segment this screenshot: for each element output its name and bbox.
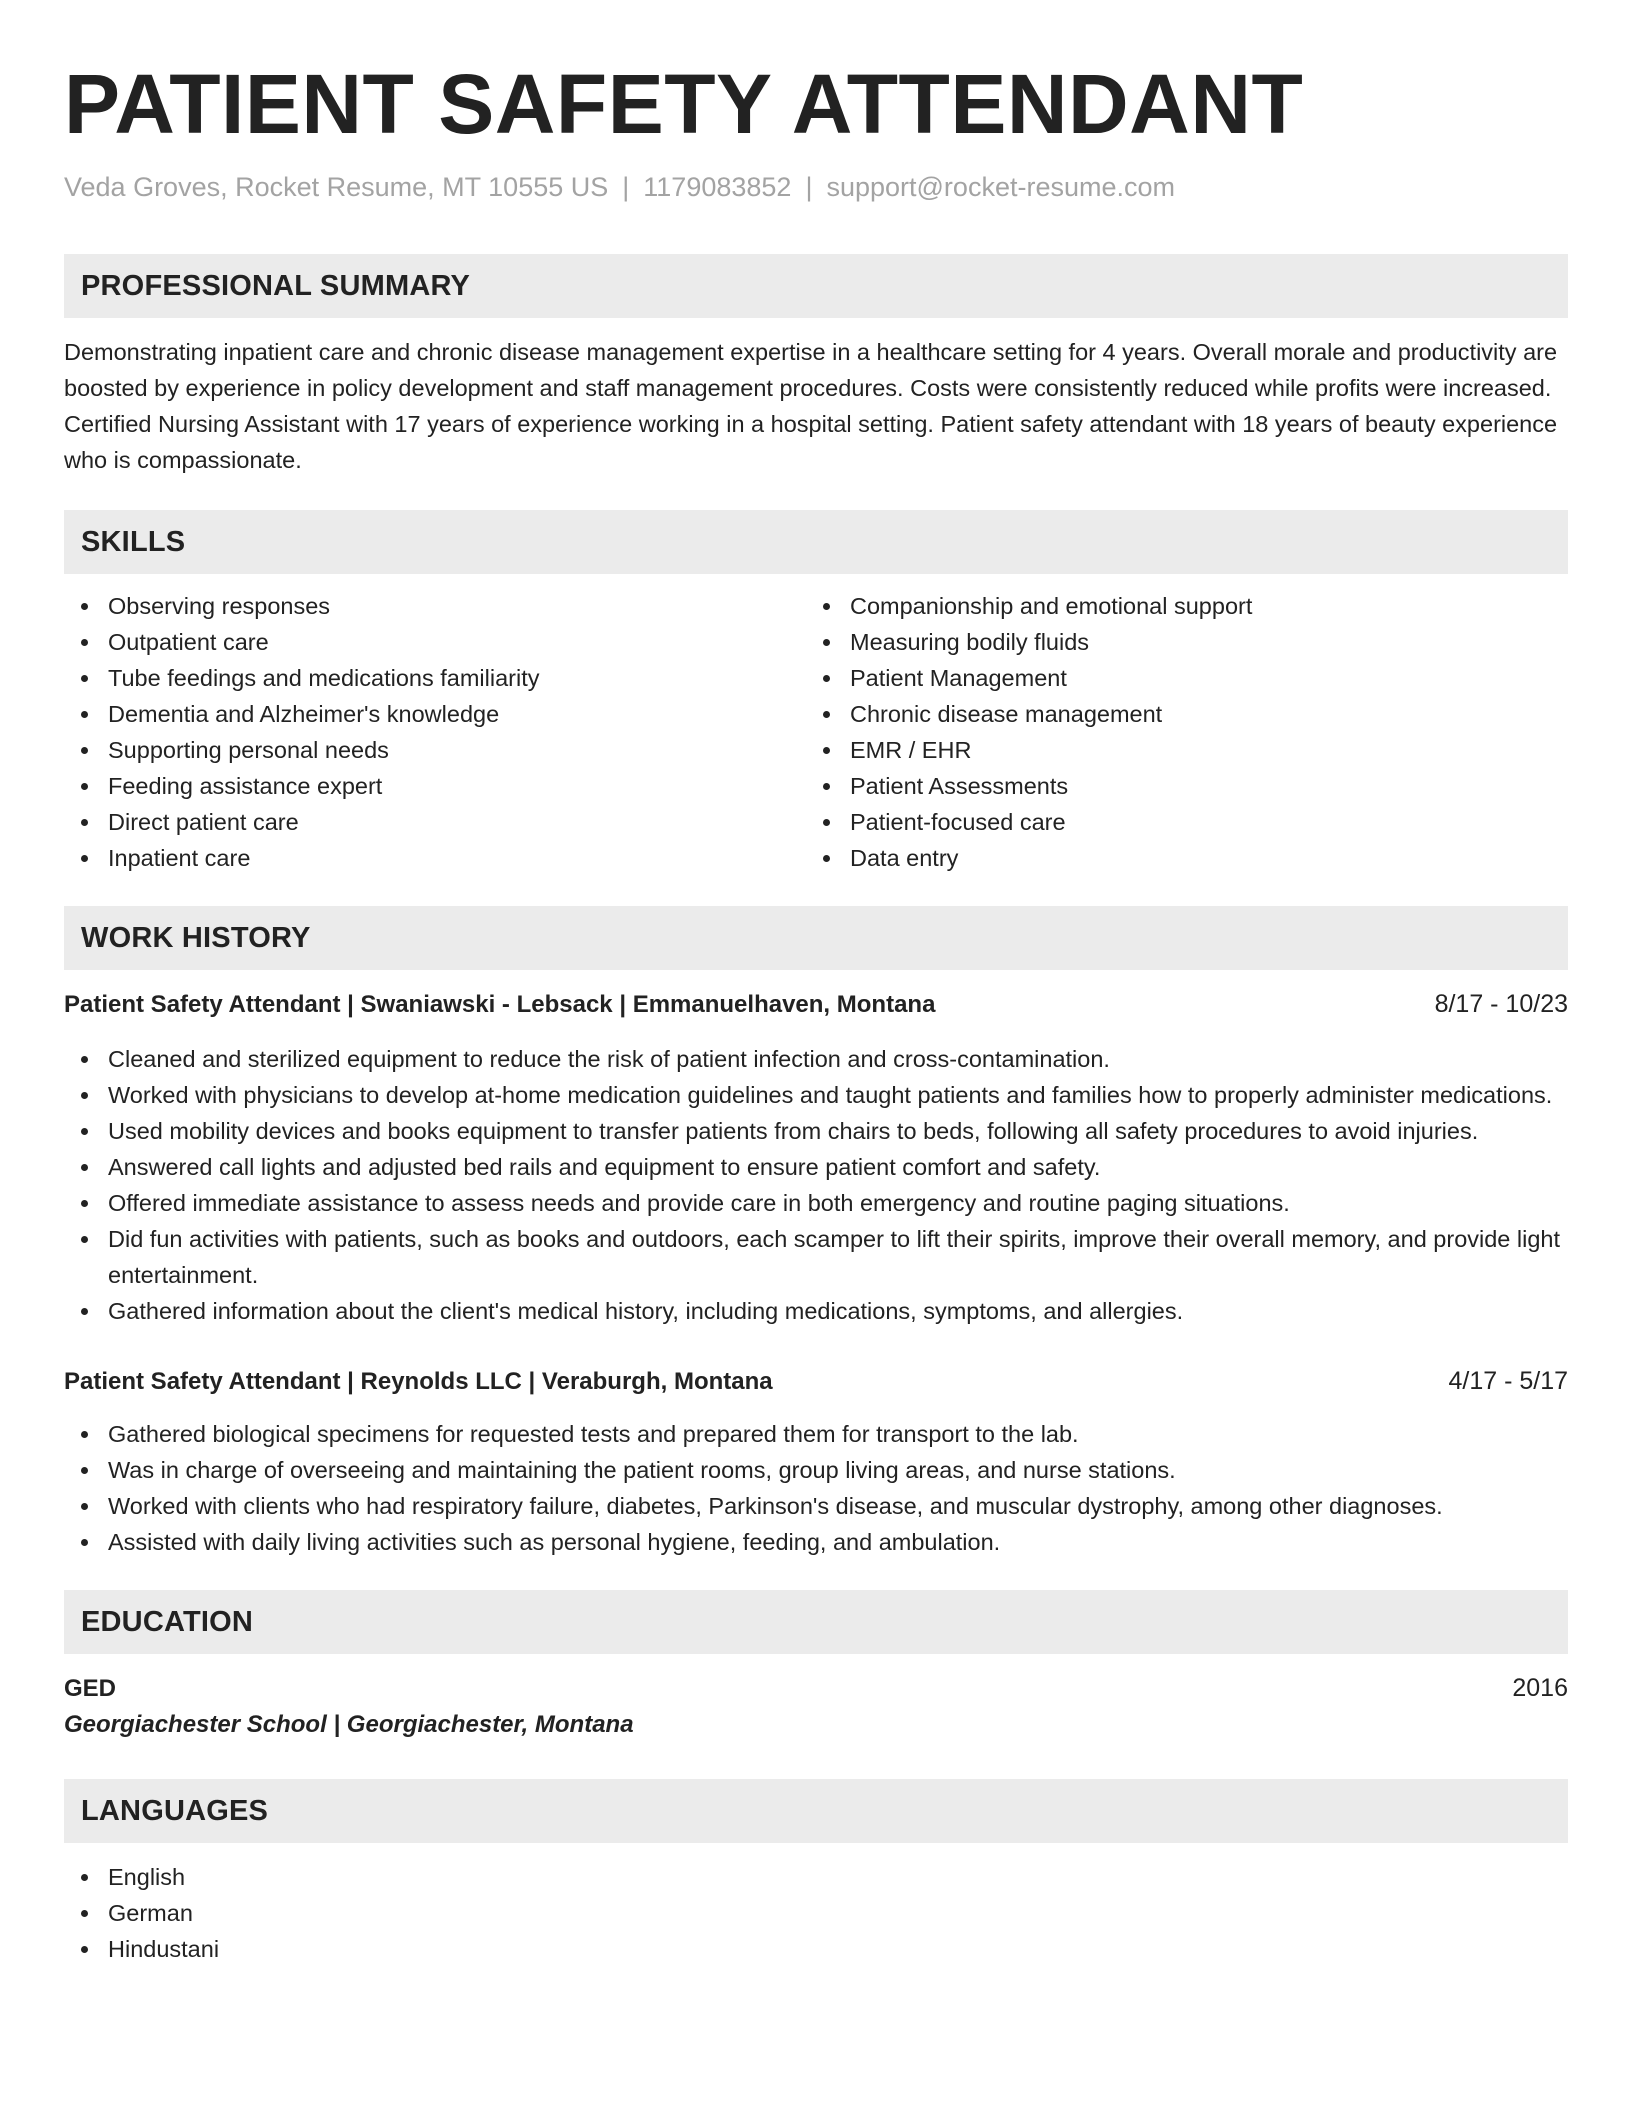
language-item: Hindustani	[64, 1931, 1568, 1967]
job-bullet: Gathered information about the client's medical history, including medications, symptoms, and allergies.	[64, 1293, 1568, 1329]
section-heading-summary: PROFESSIONAL SUMMARY	[64, 254, 1568, 318]
contact-email[interactable]: support@rocket-resume.com	[826, 172, 1175, 202]
language-item: German	[64, 1895, 1568, 1931]
contact-separator: |	[805, 172, 813, 202]
skill-item: Feeding assistance expert	[64, 768, 806, 804]
skill-item: Dementia and Alzheimer's knowledge	[64, 696, 806, 732]
job-dates: 4/17 - 5/17	[1448, 1367, 1568, 1395]
job-bullet: Assisted with daily living activities such as personal hygiene, feeding, and ambulation.	[64, 1524, 1568, 1560]
job-dates: 8/17 - 10/23	[1434, 990, 1568, 1018]
job-bullet: Did fun activities with patients, such as books and outdoors, each scamper to lift their spirits, improve their overall memory, and provide light entertainment.	[64, 1221, 1568, 1293]
job-bullet: Answered call lights and adjusted bed rails and equipment to ensure patient comfort and safety.	[64, 1149, 1568, 1185]
section-heading-work-history: WORK HISTORY	[64, 906, 1568, 970]
job-bullet: Cleaned and sterilized equipment to reduce the risk of patient infection and cross-contamination.	[64, 1041, 1568, 1077]
contact-line	[64, 170, 1568, 204]
job-entry	[64, 986, 1568, 1329]
contact-address: Veda Groves, Rocket Resume, MT 10555 US	[64, 172, 609, 202]
skill-item: EMR / EHR	[806, 732, 1548, 768]
job-bullet: Used mobility devices and books equipment to transfer patients from chairs to beds, following all safety procedures to avoid injuries.	[64, 1113, 1568, 1149]
job-bullet: Worked with clients who had respiratory failure, diabetes, Parkinson's disease, and muscular dystrophy, among other diagnoses.	[64, 1488, 1568, 1524]
resume-page	[64, 56, 1568, 1967]
skill-item: Inpatient care	[64, 840, 806, 876]
skill-item: Outpatient care	[64, 624, 806, 660]
languages-list	[64, 1859, 1568, 1967]
summary-text: Demonstrating inpatient care and chronic disease management expertise in a healthcare setting for 4 years. Overall morale and productivity are boosted by experience in policy development and staff management procedures. Costs were consistently reduced while profits were increased. Certified Nursing Assistant with 17 years of experience working in a hospital setting. Patient safety attendant with 18 years of beauty experience who is compassionate.	[64, 339, 1558, 473]
skill-item: Tube feedings and medications familiarity	[64, 660, 806, 696]
job-bullet: Gathered biological specimens for requested tests and prepared them for transport to the lab.	[64, 1416, 1568, 1452]
job-bullet: Was in charge of overseeing and maintaining the patient rooms, group living areas, and nurse stations.	[64, 1452, 1568, 1488]
job-header	[64, 986, 1568, 1023]
skill-item: Companionship and emotional support	[806, 588, 1548, 624]
job-title: Patient Safety Attendant | Reynolds LLC | Veraburgh, Montana	[64, 1368, 773, 1395]
skills-list-right	[806, 588, 1548, 876]
skill-item: Chronic disease management	[806, 696, 1548, 732]
skill-item: Patient-focused care	[806, 804, 1548, 840]
section-heading-skills: SKILLS	[64, 510, 1568, 574]
education-header	[64, 1670, 1568, 1707]
section-heading-languages: LANGUAGES	[64, 1779, 1568, 1843]
job-bullet: Offered immediate assistance to assess needs and provide care in both emergency and routine paging situations.	[64, 1185, 1568, 1221]
education-year: 2016	[1512, 1674, 1568, 1702]
skills-grid	[64, 588, 1568, 876]
job-header	[64, 1363, 1568, 1400]
skill-item: Measuring bodily fluids	[806, 624, 1548, 660]
skill-item: Observing responses	[64, 588, 806, 624]
education-degree: GED	[64, 1675, 117, 1702]
job-bullets	[64, 1416, 1568, 1560]
job-title: Patient Safety Attendant | Swaniawski - Lebsack | Emmanuelhaven, Montana	[64, 991, 936, 1018]
contact-separator: |	[622, 172, 630, 202]
job-bullets	[64, 1041, 1568, 1329]
skill-item: Patient Assessments	[806, 768, 1548, 804]
job-entry	[64, 1363, 1568, 1560]
section-heading-education: EDUCATION	[64, 1590, 1568, 1654]
education-entry	[64, 1670, 1568, 1743]
resume-title: PATIENT SAFETY ATTENDANT	[64, 57, 1304, 151]
skills-list-left	[64, 588, 806, 876]
job-bullet: Worked with physicians to develop at-home medication guidelines and taught patients and families how to properly administer medications.	[64, 1077, 1568, 1113]
language-item: English	[64, 1859, 1568, 1895]
skill-item: Patient Management	[806, 660, 1548, 696]
skill-item: Data entry	[806, 840, 1548, 876]
skill-item: Supporting personal needs	[64, 732, 806, 768]
contact-phone: 1179083852	[643, 172, 792, 202]
skill-item: Direct patient care	[64, 804, 806, 840]
education-school: Georgiachester School | Georgiachester, Montana	[64, 1711, 634, 1738]
